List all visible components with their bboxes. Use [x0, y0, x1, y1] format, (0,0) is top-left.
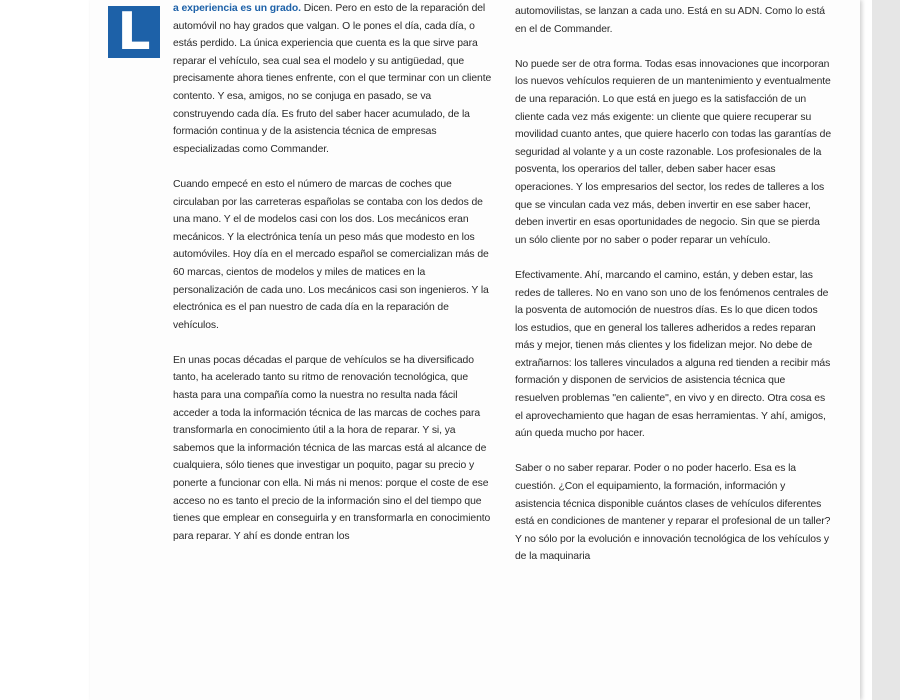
paragraph-1-text: Dicen. Pero en esto de la reparación del automóvil no hay grados que valgan. O le pones el día, cada día, o estás perdido. La única experiencia que cuenta es la que sirve para reparar el vehículo, sea cual sea el modelo y su antigüedad, que precisamente ahora tienes enfrente, con el que terminar con un cliente contento. Y esa, amigos, no se conjuga en pasado, se va construyendo cada día. Es fruto del saber hacer acumulado, de la formación continua y de la asistencia técnica de empresas especializadas como Commander. — [173, 3, 492, 155]
right-column — [515, 3, 831, 584]
lead-text: a experiencia es un grado. — [173, 3, 301, 14]
drop-cap-letter: L — [117, 2, 151, 62]
right-paragraph-2: No puede ser de otra forma. Todas esas innovaciones que incorporan los nuevos vehículos requieren de un mantenimiento y eventualmente de una reparación. Lo que está en juego es la satisfacción de un cliente cada vez más exigente: un cliente que quiere recuperar su movilidad cuanto antes, que quiere hacerlo con todas las garantías de seguridad al volante y a un coste razonable. Los profesionales de la posventa, los operarios del taller, deben saber hacer esas operaciones. Y los empresarios del sector, los redes de talleres a los que se vinculan cada vez más, deben invertir en ese saber hacer, deben invertir en esas oportunidades de negocio. Sin que se pierda un sólo cliente por no saber o poder reparar un vehículo. — [515, 58, 831, 246]
right-gutter — [872, 0, 900, 700]
drop-cap — [108, 2, 160, 62]
right-paragraph-4: Saber o no saber reparar. Poder o no poder hacerlo. Esa es la cuestión. ¿Con el equipamiento, la formación, información y asistencia técnica disponible cuántos clases de vehículos diferentes está en condiciones de mantener y reparar el profesional de un taller? Y no sólo por la evolución e innovación tecnológica de los vehículos y de la maquinaria — [515, 463, 831, 563]
right-paragraph-3: Efectivamente. Ahí, marcando el camino, están, y deben estar, las redes de talleres. No en vano son uno de los fenómenos centrales de la posventa de automoción de nuestros días. Es lo que dicen todos los estudios, que en general los talleres adheridos a redes reparan más y mejor, tienen más clientes y los fidelizan mejor. No debe de extrañarnos: los talleres vinculados a alguna red tienden a recibir más formación y disponen de servicios de asistencia técnica que resuelven problemas "en caliente", en vivo y en directo. Otra cosa es el aprovechamiento que hagan de esas herramientas. Y ahí, amigos, aún queda mucho por hacer. — [515, 269, 831, 440]
paragraph-2: Cuando empecé en esto el número de marcas de coches que circulaban por las carreteras españolas se contaba con los dedos de una mano. Y el de modelos casi con los dos. Los mecánicos eran mecánicos. Y la electrónica tenía un peso más que modesto en los automóviles. Hoy día en el mercado español se comercializan más de 60 marcas, cientos de modelos y miles de matices en la personalización de cada uno. Los mecánicos casi son ingenieros. Y la electrónica es el pan nuestro de cada día en la reparación de vehículos. — [173, 178, 489, 331]
paragraph-3: En unas pocas décadas el parque de vehículos se ha diversificado tanto, ha acelerado tanto su ritmo de renovación tecnológica, que hasta para una compañía como la nuestra no resulta nada fácil acceder a toda la información técnica de las marcas de coches para transformarla en conocimiento útil a la hora de reparar. Y si, ya sabemos que la información técnica de las marcas está al alcance de cualquiera, sólo tienes que investigar un poquito, pagar su precio y ponerte a funcionar con ella. Ni más ni menos: porque el coste de ese acceso no es tanto el precio de la información sino el del tiempo que tienes que emplear en conseguirla y en transformarla en conocimiento para reparar. Y ahí es donde entran los — [173, 354, 491, 542]
left-column — [173, 0, 495, 563]
outer-margin — [0, 0, 90, 700]
paragraph-1 — [173, 0, 495, 158]
right-paragraph-1: automovilistas, se lanzan a cada uno. Está en su ADN. Como lo está en el de Commander. — [515, 6, 825, 35]
